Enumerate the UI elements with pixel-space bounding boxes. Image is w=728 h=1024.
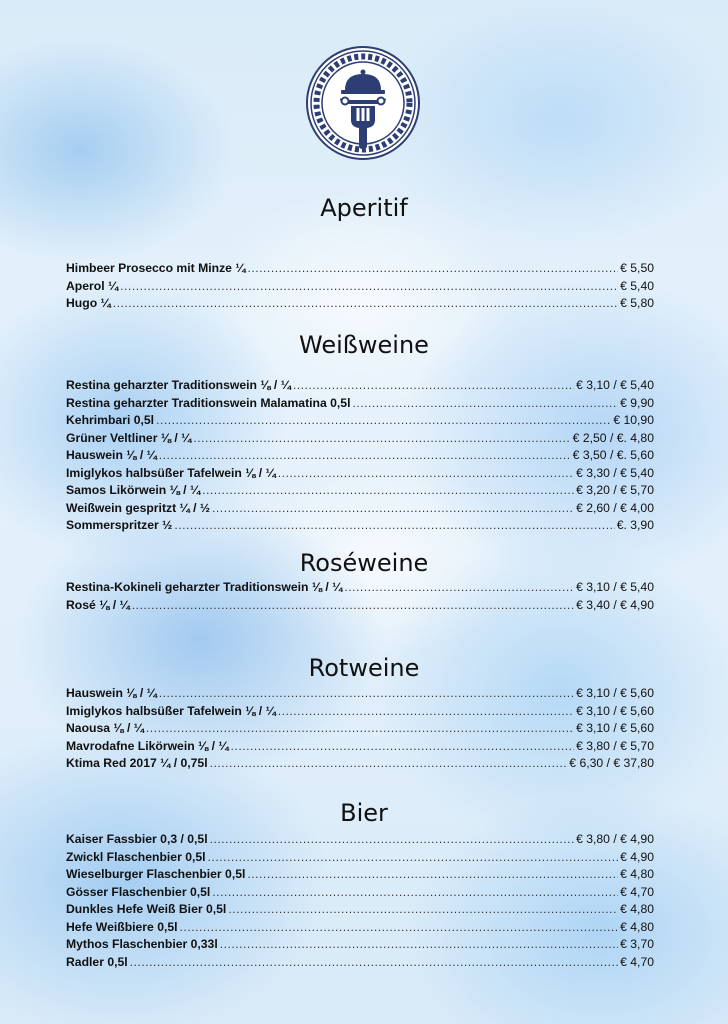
item-name: Weißwein gespritzt ¼ / ½ [66,500,211,515]
menu-item [66,261,654,279]
item-name: Imiglykos halbsüßer Tafelwein ⅛ / ¼ [66,703,276,718]
menu-item [66,920,654,938]
item-name: Rosé ⅛ / ¼ [66,597,130,612]
menu-list-bier [66,832,654,972]
item-name: Gösser Flaschenbier 0,5l [66,884,211,899]
menu-item [66,686,654,704]
menu-item [66,483,654,501]
menu-item [66,431,654,449]
item-name: Hefe Weißbiere 0,5l [66,919,178,934]
item-price: € 3,50 / €. 5,60 [572,448,654,462]
menu-item [66,902,654,920]
item-price: € 3,40 / € 4,90 [576,597,654,612]
item-name: Zwickl Flaschenbier 0,5l [66,849,206,864]
item-price: € 4,70 [620,954,654,969]
menu-item [66,704,654,722]
item-name: Radler 0,5l [66,954,128,969]
item-price: € 4,80 [620,867,654,881]
item-price: € 3,20 / € 5,70 [576,483,654,497]
item-name: Imiglykos halbsüßer Tafelwein ⅛ / ¼ [66,465,276,480]
item-name: Restina geharzter Traditionswein ⅛ / ¼ [66,378,291,392]
item-price: € 3,10 / € 5,60 [576,703,654,718]
item-name: Naousa ⅛ / ¼ [66,721,144,735]
menu-item [66,518,654,536]
item-name: Restina geharzter Traditionswein Malamatina 0,5l [66,395,351,410]
menu-item [66,466,654,484]
menu-item [66,378,654,396]
menu-item [66,279,654,297]
menu-item [66,850,654,868]
section-title-aperitif: Aperitif [320,194,408,222]
item-price: € 4,80 [620,919,654,934]
menu-item [66,756,654,774]
item-price: € 2,60 / € 4,00 [576,500,654,515]
item-price: € 3,10 / € 5,60 [576,686,654,700]
menu-list-rotweine [66,686,654,774]
item-price: € 6,30 / € 37,80 [569,756,654,770]
item-price: € 9,90 [620,395,654,410]
menu-item [66,501,654,519]
menu-item [66,598,654,616]
item-price: € 3,10 / € 5,40 [576,580,654,594]
menu-item [66,955,654,973]
item-price: € 5,80 [620,296,654,310]
restaurant-logo [305,45,421,161]
item-name: Aperol ¼ [66,278,119,293]
greek-column-cloche-icon [305,45,421,161]
item-name: Restina-Kokineli geharzter Traditionswein ⅛ / ¼ [66,580,343,594]
item-price: € 4,90 [620,849,654,864]
item-name: Ktima Red 2017 ¼ / 0,75l [66,756,208,770]
menu-item [66,739,654,757]
item-price: € 3,70 [620,937,654,951]
section-title-weissweine: Weißweine [299,331,429,359]
item-name: Dunkles Hefe Weiß Bier 0,5l [66,902,227,916]
item-price: € 3,10 / € 5,40 [576,378,654,392]
menu-item [66,867,654,885]
menu-item [66,396,654,414]
item-name: Mavrodafne Likörwein ⅛ / ¼ [66,738,229,753]
item-name: Kehrimbari 0,5l [66,413,155,427]
item-name: Samos Likörwein ⅛ / ¼ [66,483,201,497]
item-name: Sommerspritzer ½ [66,518,173,532]
item-price: € 4,80 [620,902,654,916]
item-price: €. 3,90 [616,518,654,532]
menu-item [66,937,654,955]
item-price: € 5,50 [620,261,654,275]
item-price: € 3,80 / € 5,70 [576,738,654,753]
menu-list-roseweine [66,580,654,615]
menu-item [66,448,654,466]
item-price: € 3,80 / € 4,90 [576,832,654,846]
menu-item [66,580,654,598]
item-price: € 4,70 [620,884,654,899]
section-title-rotweine: Rotweine [308,654,420,682]
item-price: € 3,30 / € 5,40 [576,465,654,480]
menu-item [66,296,654,314]
section-title-bier: Bier [340,799,388,827]
item-price: € 5,40 [620,278,654,293]
item-name: Himbeer Prosecco mit Minze ¼ [66,261,246,275]
section-title-roseweine: Roséweine [299,549,429,577]
item-name: Hauswein ⅛ / ¼ [66,686,157,700]
item-price: € 2,50 / €. 4,80 [572,430,654,445]
item-price: € 10,90 [613,413,654,427]
menu-item [66,832,654,850]
menu-item [66,413,654,431]
menu-item [66,721,654,739]
item-name: Hugo ¼ [66,296,111,310]
menu-list-aperitif [66,261,654,314]
item-name: Wieselburger Flaschenbier 0,5l [66,867,246,881]
item-name: Mythos Flaschenbier 0,33l [66,937,218,951]
item-name: Hauswein ⅛ / ¼ [66,448,157,462]
item-name: Kaiser Fassbier 0,3 / 0,5l [66,832,208,846]
item-price: € 3,10 / € 5,60 [576,721,654,735]
menu-item [66,885,654,903]
menu-list-weissweine [66,378,654,536]
item-name: Grüner Veltliner ⅛ / ¼ [66,430,192,445]
